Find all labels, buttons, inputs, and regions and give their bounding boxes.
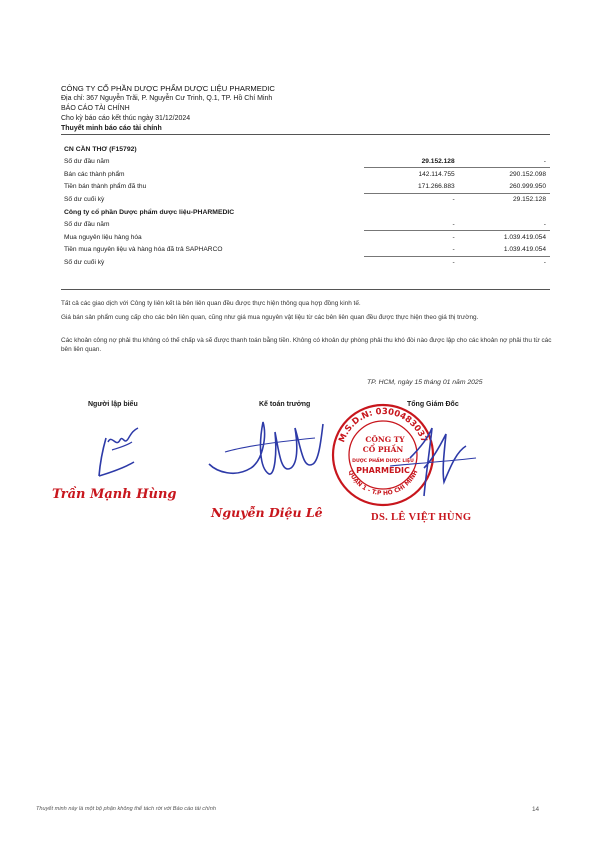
- paragraph: Tất cả các giao dịch với Công ty liên kết là bên liên quan đều được thực hiện thông qua hợp đồng kinh tế.: [61, 300, 361, 307]
- stamp-line1: CÔNG TY: [365, 435, 405, 444]
- report-period: Cho kỳ báo cáo kết thúc ngày 31/12/2024: [61, 115, 191, 122]
- row-label: Số dư đầu năm: [64, 158, 110, 166]
- row-value-prior: -: [461, 155, 550, 168]
- paragraph: Giá bán sản phẩm cung cấp cho các bên liên quan, cũng như giá mua nguyên vật liệu từ các bên liên quan đều được thực hiện theo giá thị trường.: [61, 314, 479, 321]
- preparer-title: Người lập biểu: [88, 401, 138, 408]
- stamp-code: M.S.D.N: 0300483037: [337, 406, 429, 445]
- company-address: Địa chỉ: 367 Nguyễn Trãi, P. Nguyễn Cư Trinh, Q.1, TP. Hồ Chí Minh: [61, 95, 273, 102]
- table-row: [61, 181, 550, 194]
- row-value-current: -: [364, 244, 461, 257]
- row-value-current: -: [452, 196, 455, 204]
- table-row: [61, 193, 550, 206]
- row-value-prior: -: [461, 218, 550, 231]
- row-value-prior: -: [543, 259, 546, 267]
- section-title-row: [61, 206, 550, 218]
- company-name: CÔNG TY CỔ PHẦN DƯỢC PHẨM DƯỢC LIỆU PHARMEDIC: [61, 84, 275, 93]
- preparer-signature-icon: [72, 418, 162, 490]
- stamp-bottom: QUẬN 1 - T.P HỒ CHÍ MINH: [346, 469, 420, 498]
- row-value-current: -: [452, 233, 455, 241]
- row-label: Số dư đầu năm: [64, 220, 110, 228]
- table-row: [61, 256, 550, 269]
- section-title: Công ty cổ phần Dược phẩm dược liệu-PHARMEDIC: [64, 208, 235, 216]
- table-row: [61, 244, 550, 257]
- row-label: Bán các thành phẩm: [64, 170, 125, 178]
- place-date: TP. HCM, ngày 15 tháng 01 năm 2025: [367, 379, 483, 386]
- row-label: Mua nguyên liệu hàng hóa: [64, 233, 142, 241]
- row-value-prior: 290.152.098: [509, 170, 546, 178]
- row-label: Tiền bán thành phẩm đã thu: [64, 183, 147, 191]
- table-bottom-rule: [61, 289, 550, 290]
- related-party-table: [61, 143, 550, 269]
- footer-note: Thuyết minh này là một bộ phận không thể tách rời với Báo cáo tài chính: [36, 806, 216, 812]
- row-value-prior: 260.999.950: [461, 181, 550, 194]
- table-row: [61, 231, 550, 244]
- table-row: [61, 218, 550, 231]
- row-value-current: 142.114.755: [418, 170, 455, 178]
- director-title: Tổng Giám Đốc: [407, 401, 459, 408]
- row-value-prior: 1.039.419.054: [503, 233, 546, 241]
- section-title: CN CẦN THƠ (F15792): [64, 145, 137, 153]
- table-row: [61, 168, 550, 181]
- stamp-line3: DƯỢC PHẨM DƯỢC LIỆU: [352, 459, 414, 464]
- notes-title: Thuyết minh báo cáo tài chính: [61, 125, 162, 132]
- accountant-signature-icon: [205, 412, 335, 492]
- section-title-row: [61, 143, 550, 155]
- row-value-current: -: [364, 218, 461, 231]
- row-value-current: -: [452, 259, 455, 267]
- row-label: Số dư cuối kỳ: [64, 196, 105, 204]
- report-title: BÁO CÁO TÀI CHÍNH: [61, 105, 130, 112]
- preparer-name: Trần Mạnh Hùng: [52, 487, 177, 502]
- row-value-prior: 1.039.419.054: [461, 244, 550, 257]
- row-value-current: 171.266.883: [364, 181, 461, 194]
- row-label: Số dư cuối kỳ: [64, 259, 105, 267]
- accountant-name: Nguyễn Diệu Lê: [211, 505, 323, 520]
- stamp-line2: CỔ PHẦN: [362, 445, 404, 454]
- page-number: 14: [532, 806, 540, 813]
- row-value-current: 29.152.128: [364, 155, 461, 168]
- stamp-line4: PHARMEDIC: [356, 466, 410, 475]
- director-name: DS. LÊ VIỆT HÙNG: [371, 512, 472, 523]
- accountant-title: Kế toán trưởng: [259, 401, 311, 408]
- header-rule: [61, 134, 550, 135]
- paragraph: Các khoản công nợ phải thu không có thế chấp và sẽ được thanh toán bằng tiền. Không có khoản dự phòng phải thu khó đòi nào được lập cho các khoản nợ phải thu từ các bên liên quan.: [61, 337, 552, 353]
- director-signature-icon: [380, 418, 490, 508]
- table-row: [61, 155, 550, 168]
- row-label: Tiền mua nguyên liệu và hàng hóa đã trả SAPHARCO: [64, 246, 223, 254]
- row-value-prior: 29.152.128: [512, 196, 546, 204]
